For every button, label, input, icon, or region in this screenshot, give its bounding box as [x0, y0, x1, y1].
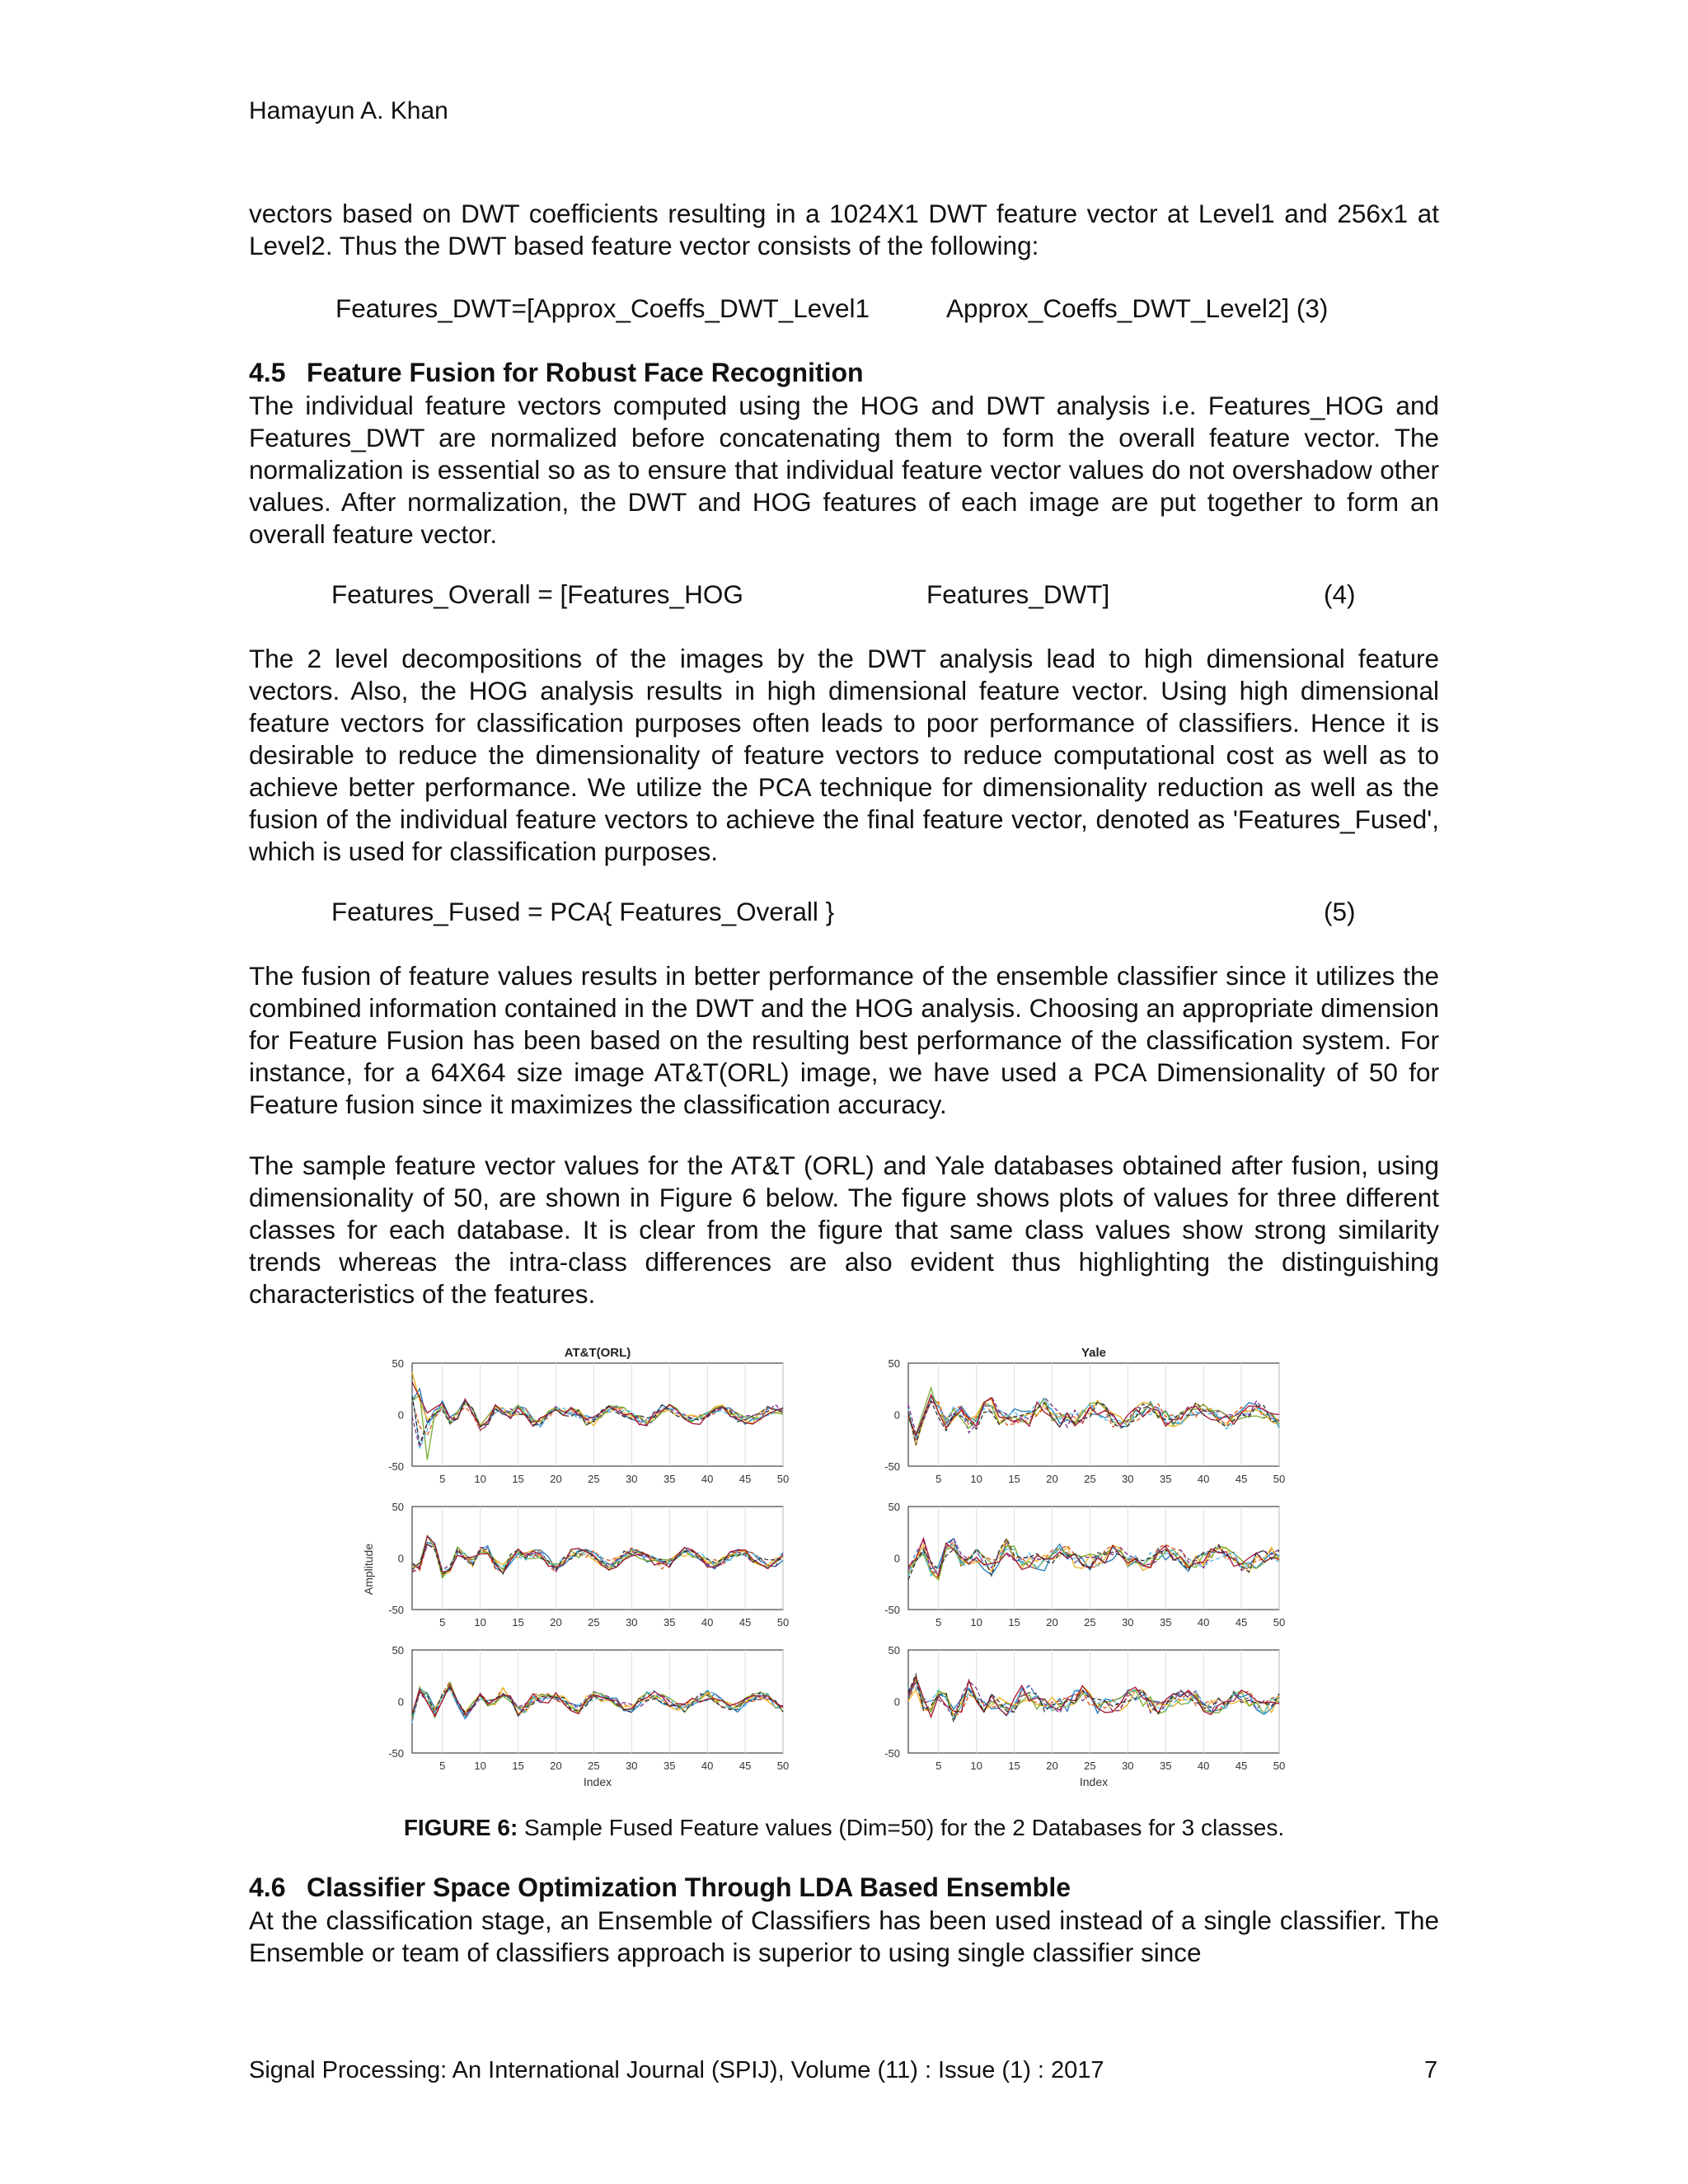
x-tick-label: 30: [626, 1616, 638, 1629]
x-tick-label: 35: [1160, 1760, 1172, 1772]
y-tick-label: 50: [888, 1501, 900, 1513]
x-tick-label: 5: [439, 1760, 446, 1772]
x-tick-label: 10: [970, 1760, 982, 1772]
equation-5-left: Features_Fused = PCA{ Features_Overall }: [331, 897, 835, 926]
section-heading-4-5: [249, 358, 864, 388]
x-tick-label: 5: [439, 1473, 446, 1485]
figure-caption-label: FIGURE 6:: [403, 1815, 518, 1840]
equation-3-right: Approx_Coeffs_DWT_Level2] (3): [946, 293, 1329, 323]
running-header-author: Hamayun A. Khan: [249, 97, 448, 124]
x-axis-label: Index: [1079, 1775, 1109, 1788]
x-tick-label: 20: [550, 1760, 562, 1772]
x-tick-label: 25: [588, 1473, 600, 1485]
x-tick-label: 20: [1046, 1760, 1058, 1772]
section-heading-4-6: [249, 1872, 1071, 1903]
y-tick-label: 0: [893, 1552, 900, 1565]
series-line: [412, 1685, 783, 1716]
x-tick-label: 40: [701, 1760, 714, 1772]
x-tick-label: 35: [663, 1616, 676, 1629]
y-tick-label: 0: [397, 1408, 404, 1422]
x-tick-label: 35: [663, 1760, 676, 1772]
equation-3-left: Features_DWT=[Approx_Coeffs_DWT_Level1: [335, 293, 870, 323]
x-tick-label: 10: [474, 1473, 486, 1485]
footer-journal: Signal Processing: An International Journal (SPIJ), Volume (11) : Issue (1) : 2017: [249, 2057, 1104, 2083]
paragraph-feature-normalization: The individual feature vectors computed using the HOG and DWT analysis i.e. Features_HOG and Features_DWT are normalized before concatenating them to form the overall feature vector. The normalization is essential so as to ensure that individual feature vector values do not overshadow other values. After normalization, the DWT and HOG features of each image are put together to form an overall feature vector.: [249, 391, 1439, 549]
section-number: 4.6: [249, 1872, 286, 1902]
x-tick-label: 20: [550, 1473, 562, 1485]
x-tick-label: 40: [701, 1616, 714, 1629]
y-tick-label: -50: [884, 1460, 900, 1473]
x-tick-label: 40: [1197, 1616, 1210, 1629]
x-tick-label: 15: [512, 1616, 524, 1629]
x-tick-label: 20: [1046, 1473, 1058, 1485]
x-tick-label: 25: [588, 1760, 600, 1772]
y-tick-label: 50: [888, 1357, 900, 1370]
equation-4-number: (4): [1324, 579, 1356, 609]
x-tick-label: 15: [1008, 1760, 1020, 1772]
panel-title: Yale: [1081, 1346, 1107, 1360]
equation-4-mid: Features_DWT]: [926, 579, 1110, 609]
x-tick-label: 45: [738, 1616, 752, 1629]
x-tick-label: 30: [626, 1473, 638, 1485]
x-tick-label: 50: [1273, 1473, 1286, 1485]
paragraph-dwt-vectors: vectors based on DWT coefficients resulting in a 1024X1 DWT feature vector at Level1 and 256x1 at Level2. Thus the DWT based feature vector consists of the following:: [249, 199, 1439, 260]
x-tick-label: 45: [738, 1760, 752, 1772]
y-tick-label: 0: [397, 1695, 404, 1708]
x-tick-label: 30: [626, 1760, 638, 1772]
x-tick-label: 10: [474, 1616, 486, 1629]
y-tick-label: -50: [388, 1604, 404, 1616]
x-tick-label: 35: [1160, 1616, 1172, 1629]
x-tick-label: 10: [970, 1473, 982, 1485]
series-line: [908, 1397, 1279, 1434]
x-tick-label: 45: [1235, 1616, 1248, 1629]
series-line: [908, 1399, 1279, 1440]
x-tick-label: 15: [512, 1760, 524, 1772]
equation-4-left: Features_Overall = [Features_HOG: [331, 579, 743, 609]
x-tick-label: 30: [1122, 1473, 1134, 1485]
figure-6-caption: [0, 1815, 1688, 1841]
x-tick-label: 15: [1008, 1616, 1020, 1629]
paragraph-fusion-performance: The fusion of feature values results in better performance of the ensemble classifier since it utilizes the combined information contained in the DWT and the HOG analysis. Choosing an appropriate dimension for Feature Fusion has been based on the resulting best performance of the classification system. For instance, for a 64X64 size image AT&T(ORL) image, we have used a PCA Dimensionality of 50 for Feature fusion since it maximizes the classification accuracy.: [249, 961, 1439, 1119]
x-tick-label: 50: [1273, 1760, 1286, 1772]
y-tick-label: -50: [884, 1604, 900, 1616]
x-tick-label: 40: [701, 1473, 714, 1485]
series-line: [412, 1389, 783, 1427]
x-tick-label: 25: [588, 1616, 600, 1629]
x-tick-label: 45: [1235, 1473, 1248, 1485]
x-tick-label: 15: [1008, 1473, 1020, 1485]
x-tick-label: 50: [776, 1616, 790, 1629]
y-tick-label: 50: [392, 1357, 404, 1370]
x-tick-label: 25: [1084, 1473, 1096, 1485]
x-tick-label: 50: [776, 1473, 790, 1485]
x-tick-label: 30: [1122, 1616, 1134, 1629]
x-tick-label: 30: [1122, 1760, 1134, 1772]
section-title: Feature Fusion for Robust Face Recognition: [307, 358, 864, 387]
series-line: [412, 1535, 783, 1570]
x-tick-label: 5: [439, 1616, 446, 1629]
plot-frame: [412, 1650, 783, 1753]
x-tick-label: 40: [1197, 1473, 1210, 1485]
section-number: 4.5: [249, 358, 286, 387]
x-tick-label: 5: [935, 1473, 942, 1485]
page-number: 7: [1424, 2057, 1438, 2083]
x-tick-label: 25: [1084, 1760, 1096, 1772]
paragraph-ensemble-classifier: At the classification stage, an Ensemble of Classifiers has been used instead of a single classifier. The Ensemble or team of classifiers approach is superior to using single classifier since: [249, 1905, 1439, 1967]
paragraph-sample-values: The sample feature vector values for the AT&T (ORL) and Yale databases obtained after fusion, using dimensionality of 50, are shown in Figure 6 below. The figure shows plots of values for three different classes for each database. It is clear from the figure that same class values show strong similarity trends whereas the intra-class differences are also evident thus highlighting the distinguishing characteristics of the features.: [249, 1151, 1439, 1309]
y-tick-label: 0: [397, 1552, 404, 1565]
y-tick-label: -50: [388, 1460, 404, 1473]
x-tick-label: 35: [1160, 1473, 1172, 1485]
x-tick-label: 5: [935, 1760, 942, 1772]
y-tick-label: 50: [392, 1644, 404, 1657]
x-tick-label: 50: [776, 1760, 790, 1772]
x-tick-label: 10: [970, 1616, 982, 1629]
y-tick-label: 50: [392, 1501, 404, 1513]
paragraph-dimensionality: The 2 level decompositions of the images by the DWT analysis lead to high dimensional feature vectors. Also, the HOG analysis results in high dimensional feature vector. Using high dimensional feature vectors for classification purposes often leads to poor performance of classifiers. Hence it is desirable to reduce the dimensionality of feature vectors to reduce computational cost as well as to achieve better performance. We utilize the PCA technique for dimensionality reduction as well as the fusion of the individual feature vectors to achieve the final feature vector, denoted as 'Features_Fused', which is used for classification purposes.: [249, 644, 1439, 866]
y-tick-label: 0: [893, 1408, 900, 1422]
x-tick-label: 20: [550, 1616, 562, 1629]
x-tick-label: 35: [663, 1473, 676, 1485]
x-tick-label: 20: [1046, 1616, 1058, 1629]
y-axis-label: Amplitude: [362, 1543, 375, 1596]
x-tick-label: 10: [474, 1760, 486, 1772]
plot-frame: [908, 1507, 1279, 1610]
x-tick-label: 25: [1084, 1616, 1096, 1629]
figure-caption-text: Sample Fused Feature values (Dim=50) for the 2 Databases for 3 classes.: [518, 1815, 1285, 1840]
y-tick-label: -50: [388, 1747, 404, 1760]
panel-title: AT&T(ORL): [564, 1346, 631, 1360]
equation-5-number: (5): [1324, 897, 1356, 926]
x-tick-label: 50: [1273, 1616, 1286, 1629]
x-tick-label: 5: [935, 1616, 942, 1629]
figure-6-chart: [354, 1338, 1343, 1800]
y-tick-label: -50: [884, 1747, 900, 1760]
x-tick-label: 45: [738, 1473, 752, 1485]
x-tick-label: 45: [1235, 1760, 1248, 1772]
x-axis-label: Index: [583, 1775, 612, 1788]
y-tick-label: 0: [893, 1695, 900, 1708]
x-tick-label: 15: [512, 1473, 524, 1485]
x-tick-label: 40: [1197, 1760, 1210, 1772]
y-tick-label: 50: [888, 1644, 900, 1657]
section-title: Classifier Space Optimization Through LDA Based Ensemble: [307, 1872, 1071, 1902]
